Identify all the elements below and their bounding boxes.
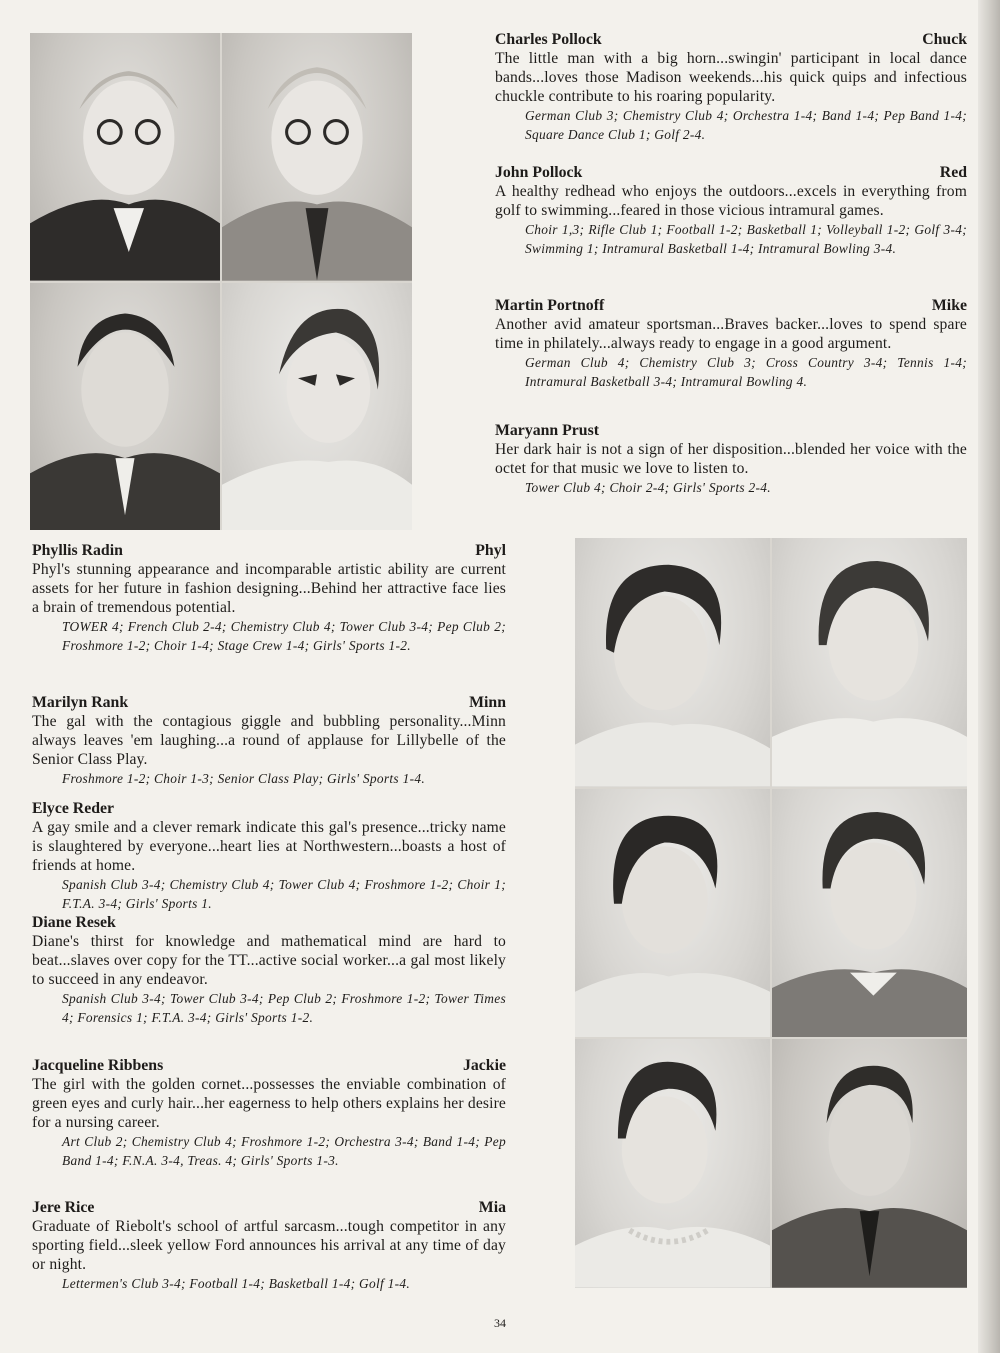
portrait-block-right: [575, 538, 967, 1288]
student-nickname: Minn: [469, 694, 506, 711]
student-description: The gal with the contagious giggle and bubbling personality...Minn always leaves 'em laughing...a round of applause for Lillybelle of the Senior Class Play.: [32, 713, 506, 768]
student-nickname: Jackie: [463, 1057, 506, 1074]
portrait-photo: [30, 33, 220, 281]
student-activities: TOWER 4; French Club 2-4; Chemistry Club 4; Tower Club 3-4; Pep Club 2; Froshmore 1-2; Choir 1-4; Stage Crew 1-4; Girls' Sports 1-2.: [62, 619, 506, 653]
student-name: Elyce Reder: [32, 800, 115, 817]
student-name: Diane Resek: [32, 914, 116, 931]
student-nickname: Mike: [931, 297, 967, 314]
senior-entry: [32, 541, 506, 655]
student-description: A gay smile and a clever remark indicate this gal's presence...tricky name is slaughtered by everyone...heart lies at Northwestern...boasts a host of friends at home.: [32, 819, 506, 874]
senior-entry: [32, 1198, 506, 1293]
portrait-photo: [772, 789, 967, 1038]
senior-entry: [495, 30, 967, 144]
entry-header: [32, 693, 506, 712]
portrait-photo: [222, 283, 412, 531]
senior-entry: [495, 421, 967, 497]
student-activities: Lettermen's Club 3-4; Football 1-4; Basketball 1-4; Golf 1-4.: [62, 1276, 411, 1291]
student-description: Another avid amateur sportsman...Braves backer...loves to spend spare time in philately...always ready to engage in a good argument.: [495, 316, 967, 352]
senior-entry: [32, 799, 506, 913]
student-name: Jere Rice: [32, 1199, 95, 1216]
student-description: Phyl's stunning appearance and incomparable artistic ability are current assets for her future in fashion designing...Behind her attractive face lies a brain of tremendous potential.: [32, 561, 506, 616]
student-description: Her dark hair is not a sign of her disposition...blended her voice with the octet for that music we love to listen to.: [495, 441, 967, 477]
student-activities: Froshmore 1-2; Choir 1-3; Senior Class Play; Girls' Sports 1-4.: [62, 771, 425, 786]
portrait-photo: [30, 283, 220, 531]
student-description: The girl with the golden cornet...possesses the enviable combination of green eyes and curly hair...her eagerness to help others explains her desire for a nursing career.: [32, 1076, 506, 1131]
student-name: Phyllis Radin: [32, 542, 123, 559]
senior-entry: [32, 693, 506, 788]
entry-header: [495, 296, 967, 315]
student-description: Graduate of Riebolt's school of artful sarcasm...tough competitor in any sporting field...sleek yellow Ford announces his arrival at any time of day or night.: [32, 1218, 506, 1273]
student-name: Maryann Prust: [495, 422, 599, 439]
student-activities: German Club 3; Chemistry Club 4; Orchestra 1-4; Band 1-4; Pep Band 1-4; Square Dance Club 1; Golf 2-4.: [525, 108, 967, 142]
student-name: Marilyn Rank: [32, 694, 129, 711]
senior-entry: [495, 163, 967, 258]
senior-entry: [32, 1056, 506, 1170]
student-name: John Pollock: [495, 164, 583, 181]
entry-header: [32, 799, 506, 818]
student-description: Diane's thirst for knowledge and mathematical mind are hard to beat...slaves over copy for the TT...active social worker...a gal most likely to succeed in any endeavor.: [32, 933, 506, 988]
student-activities: German Club 4; Chemistry Club 3; Cross Country 3-4; Tennis 1-4; Intramural Basketball 3-4; Intramural Bowling 4.: [525, 355, 967, 389]
page-edge-shadow: [978, 0, 1000, 1353]
student-nickname: Chuck: [922, 31, 967, 48]
entry-header: [495, 163, 967, 182]
student-description: A healthy redhead who enjoys the outdoors...excels in everything from golf to swimming...feared in those vicious intramural games.: [495, 183, 967, 219]
entry-header: [32, 1198, 506, 1217]
portrait-photo: [222, 33, 412, 281]
student-activities: Spanish Club 3-4; Tower Club 3-4; Pep Club 2; Froshmore 1-2; Tower Times 4; Forensics 1; F.T.A. 3-4; Girls' Sports 1-2.: [62, 991, 506, 1025]
student-nickname: Phyl: [475, 542, 506, 559]
entry-header: [32, 541, 506, 560]
student-activities: Art Club 2; Chemistry Club 4; Froshmore 1-2; Orchestra 3-4; Band 1-4; Pep Band 1-4; F.N.A. 3-4, Treas. 4; Girls' Sports 1-3.: [62, 1134, 506, 1168]
student-activities: Choir 1,3; Rifle Club 1; Football 1-2; Basketball 1; Volleyball 1-2; Golf 3-4; Swimming 1; Intramural Basketball 1-4; Intramural Bowling 3-4.: [525, 222, 967, 256]
student-activities: Spanish Club 3-4; Chemistry Club 4; Tower Club 4; Froshmore 1-2; Choir 1; F.T.A. 3-4; Girls' Sports 1.: [62, 877, 506, 911]
page-number: 34: [494, 1316, 506, 1330]
portrait-photo: [575, 538, 770, 787]
senior-entry: [495, 296, 967, 391]
senior-entry: [32, 913, 506, 1027]
student-activities: Tower Club 4; Choir 2-4; Girls' Sports 2-4.: [525, 480, 771, 495]
student-name: Jacqueline Ribbens: [32, 1057, 164, 1074]
entry-header: [32, 913, 506, 932]
student-description: The little man with a big horn...swingin' participant in local dance bands...loves those Madison weekends...his quick quips and infectious chuckle contribute to his roaring popularity.: [495, 50, 967, 105]
portrait-photo: [575, 1039, 770, 1288]
student-name: Charles Pollock: [495, 31, 602, 48]
entry-header: [495, 421, 967, 440]
entry-header: [495, 30, 967, 49]
portrait-photo: [575, 789, 770, 1038]
student-nickname: Red: [939, 164, 967, 181]
portrait-photo: [772, 1039, 967, 1288]
entry-header: [32, 1056, 506, 1075]
student-name: Martin Portnoff: [495, 297, 605, 314]
student-nickname: Mia: [478, 1199, 506, 1216]
portrait-block-top: [30, 33, 412, 530]
portrait-photo: [772, 538, 967, 787]
